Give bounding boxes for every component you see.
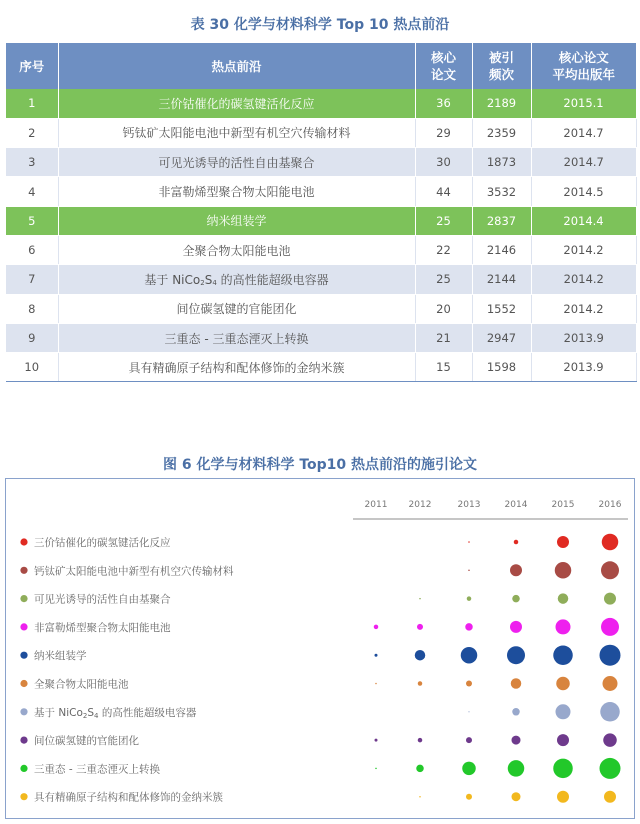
bubble-mark — [375, 654, 378, 657]
cell-citations: 3532 — [472, 177, 531, 206]
legend-dot — [20, 737, 27, 744]
legend-dot — [20, 567, 27, 574]
cell-rank: 5 — [6, 206, 58, 235]
bubble-mark — [468, 711, 469, 712]
bubble-mark — [419, 598, 421, 600]
table-row — [6, 235, 636, 264]
bubble-mark — [557, 536, 569, 548]
cell-avg-year: 2014.7 — [531, 118, 636, 147]
table-row — [6, 323, 636, 352]
year-tick-label: 2011 — [364, 500, 388, 510]
cell-front: 全聚合物太阳能电池 — [58, 235, 415, 264]
cell-rank: 3 — [6, 148, 58, 177]
legend-label-part: 2 — [82, 711, 88, 720]
bubble-mark — [418, 681, 423, 686]
cell-avg-year: 2013.9 — [531, 353, 636, 382]
table-row — [6, 177, 636, 206]
cell-front — [58, 265, 415, 294]
bubble-mark — [556, 677, 570, 691]
table-row — [6, 89, 636, 118]
legend-label: 钙钛矿太阳能电池中新型有机空穴传输材料 — [34, 565, 234, 578]
cell-citations: 2837 — [472, 206, 531, 235]
header-core-papers: 核心 论文 — [415, 43, 472, 89]
cell-citations: 2359 — [472, 118, 531, 147]
bubble-mark — [600, 645, 621, 666]
bubble-mark — [556, 619, 571, 634]
legend-label: 全聚合物太阳能电池 — [34, 678, 129, 691]
cell-front: 非富勒烯型聚合物太阳能电池 — [58, 177, 415, 206]
bubble-mark — [512, 736, 521, 745]
bubble-mark — [511, 678, 522, 689]
cell-core-papers: 20 — [415, 294, 472, 323]
legend-label — [34, 706, 197, 720]
bubble-mark — [603, 733, 617, 747]
legend-dot — [20, 793, 27, 800]
bubble-mark — [466, 794, 472, 800]
figure-title: 图 6 化学与材料科学 Top10 热点前沿的施引论文 — [162, 457, 478, 473]
cell-avg-year: 2014.2 — [531, 265, 636, 294]
legend-label: 间位碳氢键的官能团化 — [34, 735, 139, 748]
cell-core-papers: 44 — [415, 177, 472, 206]
cell-rank: 9 — [6, 323, 58, 352]
header-citations: 被引 频次 — [472, 43, 531, 89]
bubble-mark — [555, 562, 572, 579]
cell-rank: 6 — [6, 235, 58, 264]
front-text-part: 4 — [212, 278, 217, 287]
bubble-mark — [467, 596, 472, 601]
legend-dot — [20, 595, 27, 602]
bubble-mark — [553, 645, 573, 665]
cell-core-papers: 29 — [415, 118, 472, 147]
bubble-mark — [557, 791, 569, 803]
header-rank: 序号 — [6, 43, 58, 89]
bubble-mark — [601, 561, 619, 579]
cell-rank: 8 — [6, 294, 58, 323]
cell-front: 可见光诱导的活性自由基聚合 — [58, 148, 415, 177]
legend-label: 可见光诱导的活性自由基聚合 — [34, 593, 171, 606]
year-tick-label: 2014 — [504, 500, 528, 510]
bubble-mark — [557, 734, 569, 746]
bubble-mark — [374, 625, 379, 630]
legend-label: 纳米组装学 — [34, 650, 87, 663]
bubble-mark — [512, 595, 520, 603]
cell-avg-year: 2014.2 — [531, 235, 636, 264]
cell-citations: 1598 — [472, 353, 531, 382]
table-row — [6, 265, 636, 294]
bubble-mark — [510, 564, 522, 576]
bubble-mark — [375, 683, 377, 685]
cell-citations: 1552 — [472, 294, 531, 323]
bubble-mark — [600, 702, 620, 722]
table-row — [6, 206, 636, 235]
cell-avg-year: 2013.9 — [531, 323, 636, 352]
bubble-mark — [419, 796, 421, 798]
table-row — [6, 118, 636, 147]
legend-label-part: S — [87, 706, 95, 719]
bubble-mark — [375, 768, 377, 770]
header-avg-year: 核心论文 平均出版年 — [531, 43, 636, 89]
table-header-row — [6, 43, 636, 89]
bubble-mark — [601, 618, 619, 636]
legend-label-part: 4 — [94, 711, 99, 720]
bubble-mark — [468, 541, 470, 543]
legend-label: 具有精确原子结构和配体修饰的金纳米簇 — [34, 791, 223, 804]
legend-label: 非富勒烯型聚合物太阳能电池 — [34, 621, 171, 634]
bubble-mark — [600, 758, 621, 779]
legend-label-part: 基于 NiCo — [34, 706, 83, 719]
cell-avg-year: 2014.7 — [531, 148, 636, 177]
bubble-mark — [466, 681, 472, 687]
legend-dot — [20, 765, 27, 772]
bubble-mark — [558, 593, 569, 604]
cell-front: 钙钛矿太阳能电池中新型有机空穴传输材料 — [58, 118, 415, 147]
cell-front: 三价钴催化的碳氢键活化反应 — [58, 89, 415, 118]
year-tick-label: 2015 — [551, 500, 575, 510]
cell-citations: 2947 — [472, 323, 531, 352]
bubble-mark — [415, 650, 426, 661]
cell-core-papers: 36 — [415, 89, 472, 118]
bubble-mark — [602, 534, 619, 551]
legend-label-part: 的高性能超级电容器 — [98, 706, 197, 719]
cell-front: 具有精确原子结构和配体修饰的金纳米簇 — [58, 353, 415, 382]
bubble-mark — [604, 791, 616, 803]
legend-dot — [20, 708, 27, 715]
year-tick-label: 2012 — [408, 500, 432, 510]
cell-citations: 2189 — [472, 89, 531, 118]
cell-front: 三重态 - 三重态湮灭上转换 — [58, 323, 415, 352]
legend-dot — [20, 652, 27, 659]
legend-dot — [20, 538, 27, 545]
bubble-mark — [604, 593, 616, 605]
bubble-chart — [6, 479, 636, 820]
legend-dot — [20, 680, 27, 687]
bubble-mark — [556, 704, 571, 719]
bubble-mark — [510, 621, 522, 633]
bubble-mark — [512, 708, 520, 716]
cell-rank: 2 — [6, 118, 58, 147]
bubble-chart-frame — [5, 478, 635, 819]
header-front: 热点前沿 — [58, 43, 415, 89]
table-title: 表 30 化学与材料科学 Top 10 热点前沿 — [190, 17, 450, 33]
table-row — [6, 148, 636, 177]
cell-core-papers: 21 — [415, 323, 472, 352]
table-row — [6, 353, 636, 382]
front-text-part: 2 — [200, 278, 205, 287]
bubble-mark — [375, 739, 378, 742]
cell-avg-year: 2015.1 — [531, 89, 636, 118]
cell-citations: 1873 — [472, 148, 531, 177]
year-tick-label: 2016 — [598, 500, 622, 510]
legend-label: 三价钴催化的碳氢键活化反应 — [34, 537, 171, 549]
bubble-mark — [465, 623, 473, 631]
legend-label: 三重态 - 三重态湮灭上转换 — [34, 763, 160, 776]
cell-avg-year: 2014.5 — [531, 177, 636, 206]
bubble-mark — [603, 676, 618, 691]
front-text-part: S — [204, 272, 213, 287]
cell-rank: 1 — [6, 89, 58, 118]
legend-dot — [20, 623, 27, 630]
year-tick-label: 2013 — [457, 500, 481, 510]
bubble-mark — [462, 762, 476, 776]
cell-rank: 10 — [6, 353, 58, 382]
bubble-mark — [553, 759, 573, 779]
cell-core-papers: 30 — [415, 148, 472, 177]
bubble-mark — [514, 540, 519, 545]
front-text-part: 基于 NiCo — [144, 272, 201, 287]
bubble-mark — [461, 647, 478, 664]
cell-citations: 2144 — [472, 265, 531, 294]
cell-avg-year: 2014.4 — [531, 206, 636, 235]
bubble-mark — [507, 646, 525, 664]
bubble-mark — [418, 738, 423, 743]
bubble-mark — [512, 792, 521, 801]
cell-front: 间位碳氢键的官能团化 — [58, 294, 415, 323]
bubble-mark — [508, 760, 525, 777]
hot-fronts-table — [6, 43, 637, 382]
table-row — [6, 294, 636, 323]
bubble-mark — [416, 765, 424, 773]
bubble-mark — [417, 624, 423, 630]
cell-core-papers: 15 — [415, 353, 472, 382]
cell-citations: 2146 — [472, 235, 531, 264]
front-text-part: 的高性能超级电容器 — [216, 272, 329, 287]
cell-core-papers: 25 — [415, 265, 472, 294]
cell-rank: 7 — [6, 265, 58, 294]
cell-front: 纳米组装学 — [58, 206, 415, 235]
bubble-mark — [466, 737, 472, 743]
cell-core-papers: 25 — [415, 206, 472, 235]
bubble-mark — [468, 570, 470, 572]
cell-core-papers: 22 — [415, 235, 472, 264]
cell-avg-year: 2014.2 — [531, 294, 636, 323]
cell-rank: 4 — [6, 177, 58, 206]
